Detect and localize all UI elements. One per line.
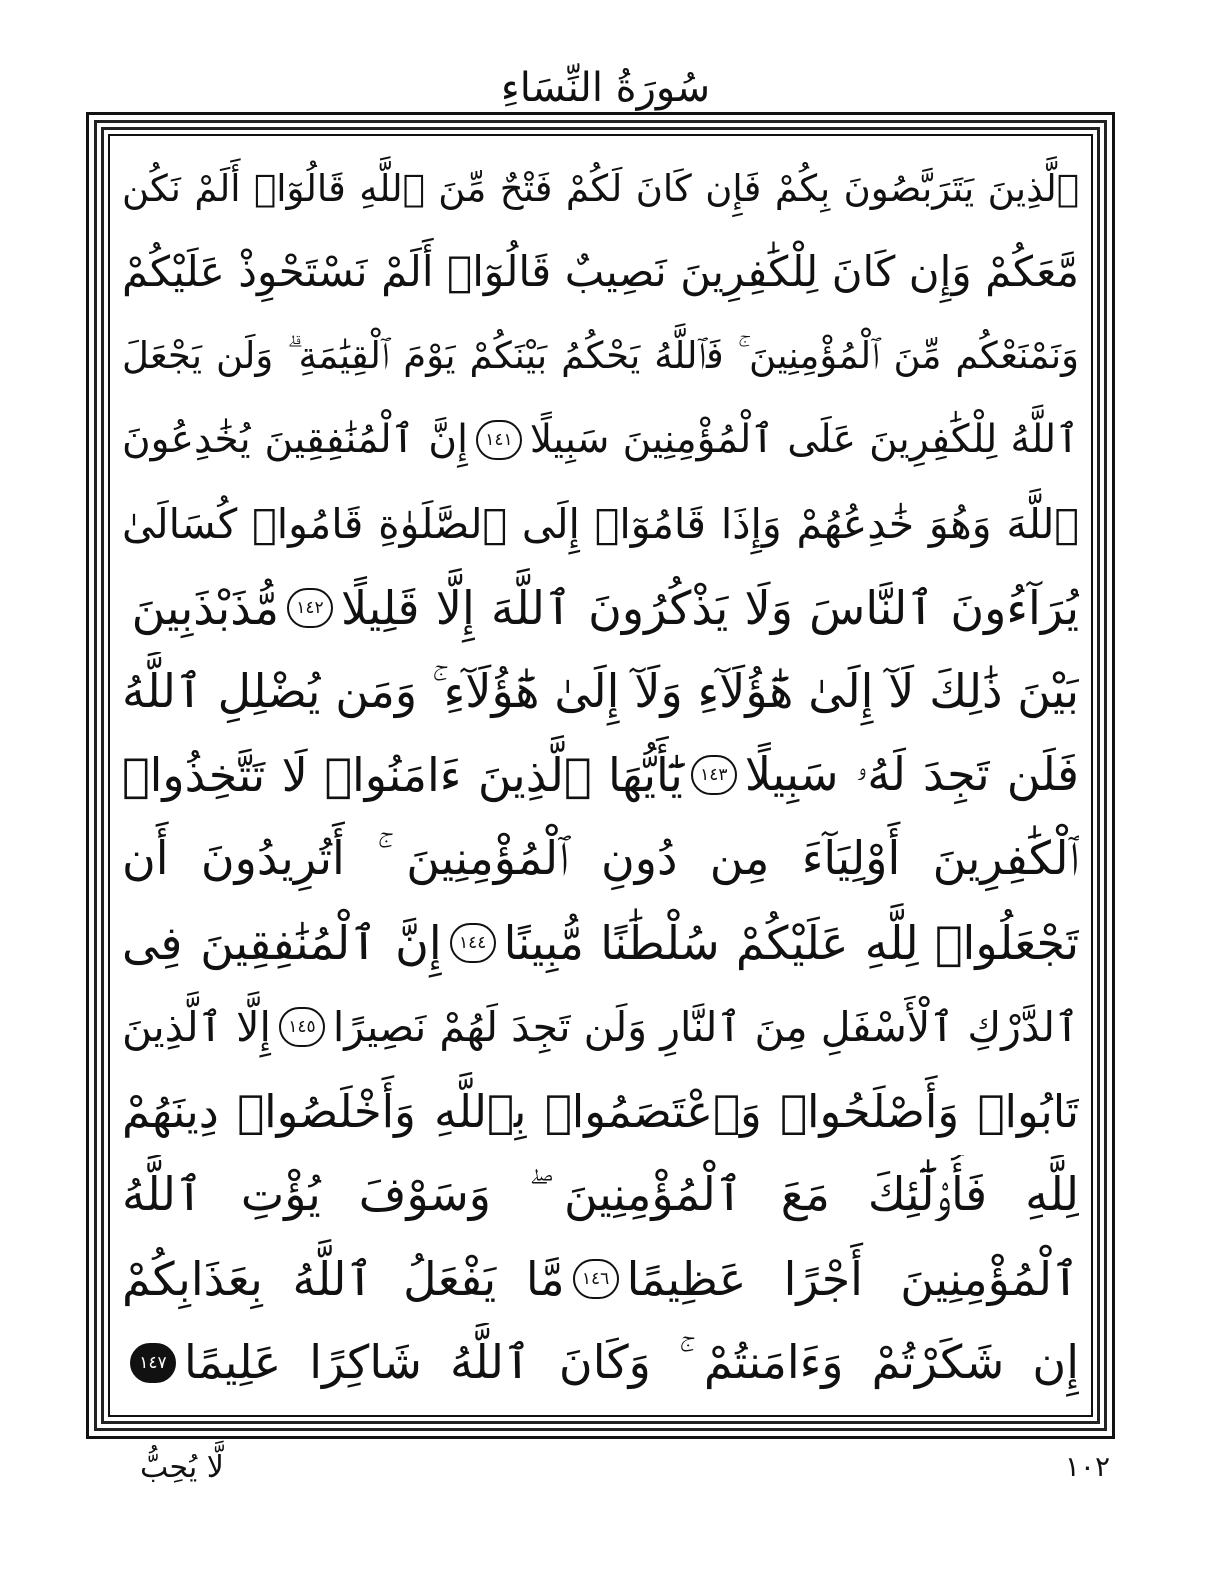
verse-text: ٱلْكَٰفِرِينَ أَوْلِيَآءَ مِن دُونِ ٱلْمُؤْمِنِينَ ۚ أَتُرِيدُونَ أَن [122,831,1079,886]
verse-text: وَنَمْنَعْكُم مِّنَ ٱلْمُؤْمِنِينَ ۚ فَٱللَّهُ يَحْكُمُ بَيْنَكُمْ يَوْمَ ٱلْقِيَٰمَةِ ۗ وَلَن يَجْعَلَ [122,333,1079,377]
text-line [122,1323,1079,1403]
verse-text: ٱلدَّرْكِ ٱلْأَسْفَلِ مِنَ ٱلنَّارِ وَلَن تَجِدَ لَهُمْ نَصِيرًا [332,1003,1079,1052]
verse-text: إِلَّا ٱلَّذِينَ [122,1003,271,1052]
page-number: ١٠٢ [1064,1450,1110,1483]
verse-text: ٱلْمُؤْمِنِينَ أَجْرًا عَظِيمًا [626,1251,1079,1306]
text-line [122,1155,1079,1235]
text-line [122,484,1079,564]
verse-text: إِنَّ ٱلْمُنَٰفِقِينَ يُخَٰدِعُونَ [122,417,468,463]
catchword: لَّا يُحِبُّ [140,1450,224,1485]
text-line [122,1239,1079,1319]
verse-text: مُّذَبْذَبِينَ [131,580,279,635]
text-line [122,148,1079,228]
verse-text: ٱللَّهُ لِلْكَٰفِرِينَ عَلَى ٱلْمُؤْمِنِينَ سَبِيلًا [529,417,1079,463]
text-line [122,987,1079,1067]
text-line [122,652,1079,732]
text-line [122,568,1079,648]
verse-text: مَّا يَفْعَلُ ٱللَّهُ بِعَذَابِكُمْ [122,1251,565,1306]
verse-text: تَابُوا۟ وَأَصْلَحُوا۟ وَٱعْتَصَمُوا۟ بِٱللَّهِ وَأَخْلَصُوا۟ دِينَهُمْ [122,1084,1079,1138]
ayah-number-marker: ١٤٢ [287,588,333,628]
verse-text: تَجْعَلُوا۟ لِلَّهِ عَلَيْكُمْ سُلْطَٰنًا مُّبِينًا [503,916,1079,971]
ayah-number-marker: ١٤٧ [130,1343,176,1383]
text-line [122,400,1079,480]
quran-text-block [122,148,1079,1403]
verse-text: يَٰٓأَيُّهَا ٱلَّذِينَ ءَامَنُوا۟ لَا تَتَّخِذُوا۟ [122,748,683,803]
verse-text: ٱللَّهَ وَهُوَ خَٰدِعُهُمْ وَإِذَا قَامُوٓا۟ إِلَى ٱلصَّلَوٰةِ قَامُوا۟ كُسَالَىٰ [122,499,1079,548]
text-line [122,903,1079,983]
verse-text: يُرَآءُونَ ٱلنَّاسَ وَلَا يَذْكُرُونَ ٱللَّهَ إِلَّا قَلِيلًا [341,580,1079,635]
verse-text: بَيْنَ ذَٰلِكَ لَآ إِلَىٰ هَٰٓؤُلَآءِ وَلَآ إِلَىٰ هَٰٓؤُلَآءِ ۚ وَمَن يُضْلِلِ ٱللَّهُ [122,663,1079,718]
surah-title: سُورَةُ النِّسَاءِ [500,65,711,111]
verse-text: لِلَّهِ فَأُو۟لَٰٓئِكَ مَعَ ٱلْمُؤْمِنِينَ ۖ وَسَوْفَ يُؤْتِ ٱللَّهُ [122,1167,1079,1222]
text-line [122,232,1079,312]
verse-text: إِنَّ ٱلْمُنَٰفِقِينَ فِى [122,916,442,971]
verse-text: ٱلَّذِينَ يَتَرَبَّصُونَ بِكُمْ فَإِن كَانَ لَكُمْ فَتْحٌ مِّنَ ٱللَّهِ قَالُوٓا۟ أَلَمْ نَكُن [122,166,1079,210]
ayah-number-marker: ١٤٣ [691,755,737,795]
ayah-number-marker: ١٤٤ [450,923,496,963]
ayah-number-marker: ١٤١ [476,420,522,460]
ayah-number-marker: ١٤٦ [573,1259,619,1299]
text-line [122,735,1079,815]
text-line [122,819,1079,899]
verse-text: مَّعَكُمْ وَإِن كَانَ لِلْكَٰفِرِينَ نَصِيبٌ قَالُوٓا۟ أَلَمْ نَسْتَحْوِذْ عَلَيْكُمْ [122,247,1079,297]
text-line [122,316,1079,396]
ayah-number-marker: ١٤٥ [279,1007,325,1047]
verse-text: إِن شَكَرْتُمْ وَءَامَنتُمْ ۚ وَكَانَ ٱللَّهُ شَاكِرًا عَلِيمًا [184,1334,1079,1389]
verse-text: فَلَن تَجِدَ لَهُۥ سَبِيلًا [744,747,1079,802]
text-line [122,1071,1079,1151]
